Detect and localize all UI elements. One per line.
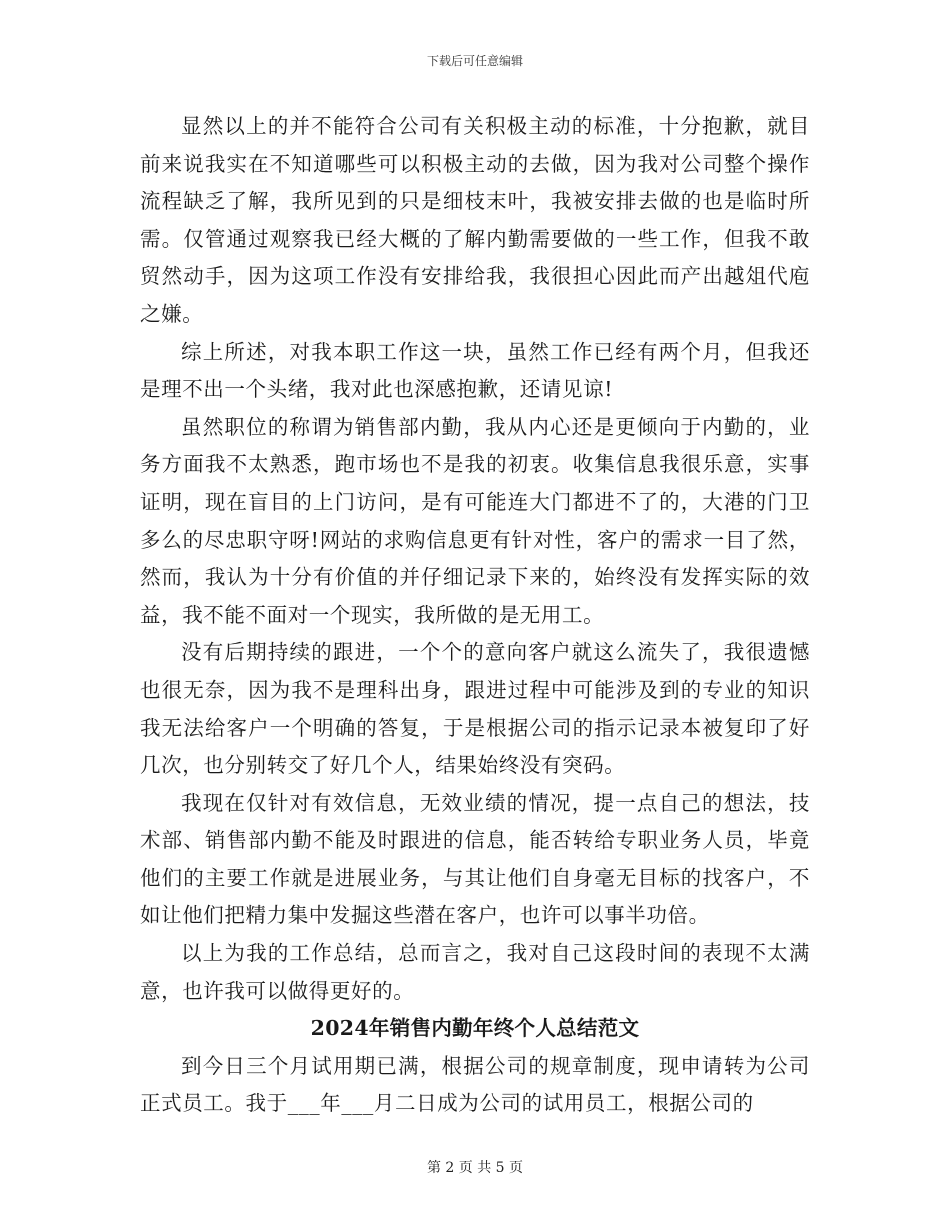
body-paragraph: 显然以上的并不能符合公司有关积极主动的标准，十分抱歉，就目前来说我实在不知道哪些可以积极主动的去做，因为我对公司整个操作流程缺乏了解，我所见到的只是细枝末叶，我被安排去做的也是临时所需。仅管通过观察我已经大概的了解内勤需要做的一些工作，但我不敢贸然动手，因为这项工作没有安排给我，我很担心因此而产出越俎代庖之嫌。 [140, 114, 810, 326]
body-paragraph: 虽然职位的称谓为销售部内勤，我从内心还是更倾向于内勤的，业务方面我不太熟悉，跑市场也不是我的初衷。收集信息我很乐意，实事证明，现在盲目的上门访问，是有可能连大门都进不了的，大港的门卫多么的尽忠职守呀!网站的求购信息更有针对性，客户的需求一目了然，然而，我认为十分有价值的并仔细记录下来的，始终没有发挥实际的效益，我不能不面对一个现实，我所做的是无用工。 [140, 414, 810, 627]
body-paragraph: 没有后期持续的跟进，一个个的意向客户就这么流失了，我很遗憾也很无奈，因为我不是理科出身，跟进过程中可能涉及到的专业的知识我无法给客户一个明确的答复，于是根据公司的指示记录本被复印了好几次，也分别转交了好几个人，结果始终没有突码。 [140, 640, 810, 778]
section-title: 2024年销售内勤年终个人总结范文 [310, 1016, 640, 1041]
body-paragraph: 我现在仅针对有效信息，无效业绩的情况，提一点自己的想法，技术部、销售部内勤不能及时跟进的信息，能否转给专职业务人员，毕竟他们的主要工作就是进展业务，与其让他们自身毫无目标的找客户，不如让他们把精力集中发掘这些潜在客户，也许可以事半功倍。 [140, 790, 810, 928]
page-number: 第 2 页 共 5 页 [426, 1160, 524, 1176]
document-body [140, 108, 810, 1123]
body-paragraph: 以上为我的工作总结，总而言之，我对自己这段时间的表现不太满意，也许我可以做得更好的。 [140, 941, 810, 1003]
body-paragraph: 到今日三个月试用期已满，根据公司的规章制度，现申请转为公司正式员工。我于___年___月二日成为公司的试用员工，根据公司的 [140, 1053, 810, 1116]
page-header-note: 下载后可任意编辑 [426, 54, 523, 68]
body-paragraph: 综上所述，对我本职工作这一块，虽然工作已经有两个月，但我还是理不出一个头绪，我对此也深感抱歉，还请见谅! [140, 339, 810, 402]
